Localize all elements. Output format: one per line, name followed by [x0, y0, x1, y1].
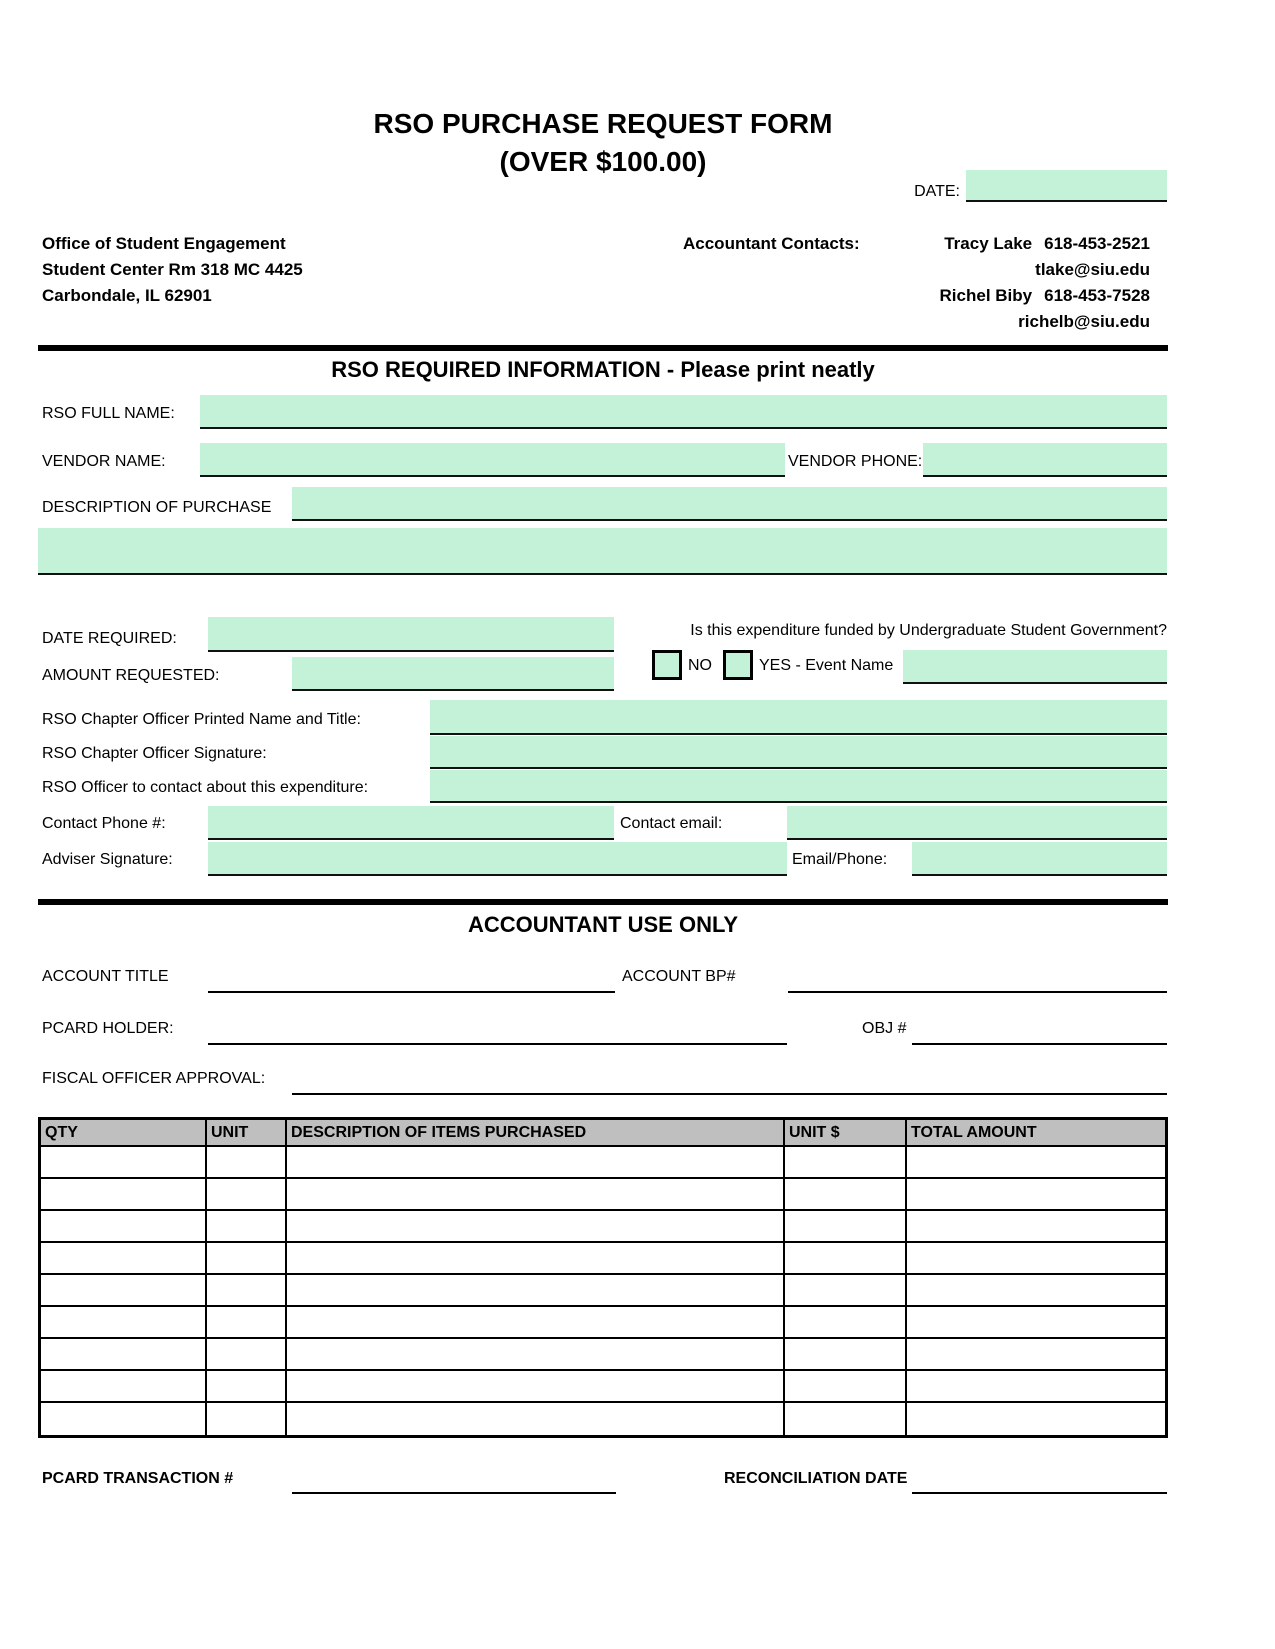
table-cell[interactable] [207, 1403, 287, 1435]
table-cell[interactable] [41, 1339, 207, 1369]
accountant-contacts [850, 231, 1150, 335]
table-cell[interactable] [41, 1275, 207, 1305]
officer-contact-field[interactable] [430, 770, 1167, 803]
table-row [41, 1403, 1165, 1435]
pcard-transaction-line[interactable] [292, 1492, 616, 1494]
office-address-line: Office of Student Engagement [42, 234, 286, 253]
table-cell[interactable] [207, 1307, 287, 1337]
officer-contact-label: RSO Officer to contact about this expenditure: [42, 779, 369, 796]
vendor-phone-field[interactable] [923, 443, 1167, 477]
contact-phone-label: Contact Phone #: [42, 815, 166, 832]
office-address-line: Student Center Rm 318 MC 4425 [42, 260, 303, 279]
date-required-field[interactable] [208, 617, 614, 652]
no-label: NO [688, 657, 712, 674]
account-title-label: ACCOUNT TITLE [42, 968, 169, 985]
date-field[interactable] [966, 170, 1167, 202]
table-cell[interactable] [785, 1307, 907, 1337]
table-cell[interactable] [287, 1147, 785, 1177]
table-row [41, 1211, 1165, 1243]
table-cell[interactable] [785, 1211, 907, 1241]
reconciliation-date-label: RECONCILIATION DATE [724, 1470, 908, 1487]
office-address-line: Carbondale, IL 62901 [42, 286, 212, 305]
contact-email-label: Contact email: [620, 815, 723, 832]
table-cell[interactable] [785, 1403, 907, 1435]
amount-requested-label: AMOUNT REQUESTED: [42, 667, 220, 684]
table-cell[interactable] [287, 1307, 785, 1337]
table-header-cell: TOTAL AMOUNT [911, 1124, 1037, 1141]
account-bp-label: ACCOUNT BP# [622, 968, 736, 985]
table-cell[interactable] [287, 1275, 785, 1305]
pcard-holder-line[interactable] [208, 1043, 787, 1045]
table-row [41, 1243, 1165, 1275]
accountant-contacts-heading: Accountant Contacts: [683, 234, 860, 253]
table-cell[interactable] [907, 1371, 1165, 1401]
section-heading-rso: RSO REQUIRED INFORMATION - Please print neatly [331, 357, 875, 382]
description-label: DESCRIPTION OF PURCHASE [42, 499, 272, 516]
adviser-signature-label: Adviser Signature: [42, 851, 173, 868]
table-row [41, 1275, 1165, 1307]
officer-signature-label: RSO Chapter Officer Signature: [42, 745, 267, 762]
yes-label: YES - Event Name [759, 657, 894, 674]
table-cell[interactable] [41, 1403, 207, 1435]
table-row [41, 1371, 1165, 1403]
officer-printed-field[interactable] [430, 700, 1167, 735]
contact-line: Richel Biby 618-453-7528 [939, 286, 1150, 305]
adviser-email-phone-field[interactable] [912, 842, 1167, 876]
description-field-line2[interactable] [38, 528, 1167, 575]
table-cell[interactable] [287, 1371, 785, 1401]
items-table-header [41, 1120, 1165, 1147]
table-cell[interactable] [207, 1211, 287, 1241]
items-table-body [41, 1147, 1165, 1435]
table-cell[interactable] [41, 1371, 207, 1401]
table-header-cell: DESCRIPTION OF ITEMS PURCHASED [287, 1120, 785, 1145]
rso-full-name-label: RSO FULL NAME: [42, 405, 175, 422]
table-cell[interactable] [907, 1403, 1165, 1435]
table-cell[interactable] [287, 1243, 785, 1273]
pcard-transaction-label: PCARD TRANSACTION # [42, 1470, 234, 1487]
contact-line: tlake@siu.edu [1035, 260, 1150, 279]
table-cell[interactable] [41, 1307, 207, 1337]
page-title: RSO PURCHASE REQUEST FORM [373, 108, 833, 139]
description-field-line1[interactable] [292, 487, 1167, 521]
table-cell[interactable] [287, 1211, 785, 1241]
section-divider [38, 899, 1168, 905]
table-cell[interactable] [785, 1371, 907, 1401]
section-divider [38, 345, 1168, 351]
table-cell[interactable] [287, 1179, 785, 1209]
table-cell[interactable] [41, 1243, 207, 1273]
rso-full-name-field[interactable] [200, 395, 1167, 429]
table-cell[interactable] [785, 1147, 907, 1177]
section-heading-accountant: ACCOUNTANT USE ONLY [467, 912, 739, 937]
obj-line[interactable] [912, 1043, 1167, 1045]
table-cell[interactable] [785, 1243, 907, 1273]
table-cell[interactable] [907, 1307, 1165, 1337]
fiscal-officer-line[interactable] [292, 1093, 1167, 1095]
table-cell[interactable] [207, 1339, 287, 1369]
account-title-line[interactable] [208, 991, 615, 993]
contact-line: Tracy Lake 618-453-2521 [944, 234, 1150, 253]
table-header-cell: QTY [41, 1120, 207, 1145]
items-table [38, 1117, 1168, 1438]
table-cell[interactable] [287, 1339, 785, 1369]
vendor-name-field[interactable] [200, 443, 785, 477]
vendor-phone-label: VENDOR PHONE: [788, 453, 923, 470]
table-row [41, 1147, 1165, 1179]
account-bp-line[interactable] [788, 991, 1167, 993]
yes-checkbox[interactable] [723, 650, 753, 680]
contact-line: richelb@siu.edu [1018, 312, 1150, 331]
adviser-signature-field[interactable] [208, 842, 787, 876]
amount-requested-field[interactable] [292, 657, 614, 691]
vendor-name-label: VENDOR NAME: [42, 453, 166, 470]
officer-printed-label: RSO Chapter Officer Printed Name and Title: [42, 711, 361, 728]
no-checkbox[interactable] [652, 650, 682, 680]
table-cell[interactable] [907, 1211, 1165, 1241]
page-subtitle: (OVER $100.00) [499, 146, 707, 177]
table-cell[interactable] [207, 1243, 287, 1273]
table-cell[interactable] [287, 1403, 785, 1435]
table-cell[interactable] [907, 1275, 1165, 1305]
pcard-holder-label: PCARD HOLDER: [42, 1020, 174, 1037]
table-row [41, 1179, 1165, 1211]
table-cell[interactable] [207, 1179, 287, 1209]
fiscal-officer-label: FISCAL OFFICER APPROVAL: [42, 1070, 266, 1087]
reconciliation-date-line[interactable] [912, 1492, 1167, 1494]
date-label: DATE: [914, 183, 960, 200]
table-header-cell: UNIT [207, 1120, 287, 1145]
table-row [41, 1339, 1165, 1371]
table-cell[interactable] [41, 1179, 207, 1209]
table-cell[interactable] [907, 1147, 1165, 1177]
officer-signature-field[interactable] [430, 736, 1167, 769]
table-cell[interactable] [785, 1179, 907, 1209]
table-cell[interactable] [41, 1211, 207, 1241]
usg-question: Is this expenditure funded by Undergraduate Student Government? [690, 622, 1167, 639]
table-cell[interactable] [907, 1339, 1165, 1369]
table-row [41, 1307, 1165, 1339]
contact-phone-field[interactable] [208, 806, 614, 840]
table-cell[interactable] [907, 1179, 1165, 1209]
table-cell[interactable] [41, 1147, 207, 1177]
table-cell[interactable] [207, 1371, 287, 1401]
adviser-email-phone-label: Email/Phone: [792, 851, 888, 868]
table-header-cell: UNIT $ [785, 1120, 907, 1145]
table-cell[interactable] [907, 1243, 1165, 1273]
obj-label: OBJ # [862, 1020, 907, 1037]
date-required-label: DATE REQUIRED: [42, 630, 177, 647]
table-cell[interactable] [785, 1275, 907, 1305]
office-address [42, 231, 303, 309]
event-name-field[interactable] [903, 650, 1167, 684]
table-cell[interactable] [207, 1147, 287, 1177]
table-cell[interactable] [207, 1275, 287, 1305]
contact-email-field[interactable] [787, 806, 1167, 840]
table-cell[interactable] [785, 1339, 907, 1369]
